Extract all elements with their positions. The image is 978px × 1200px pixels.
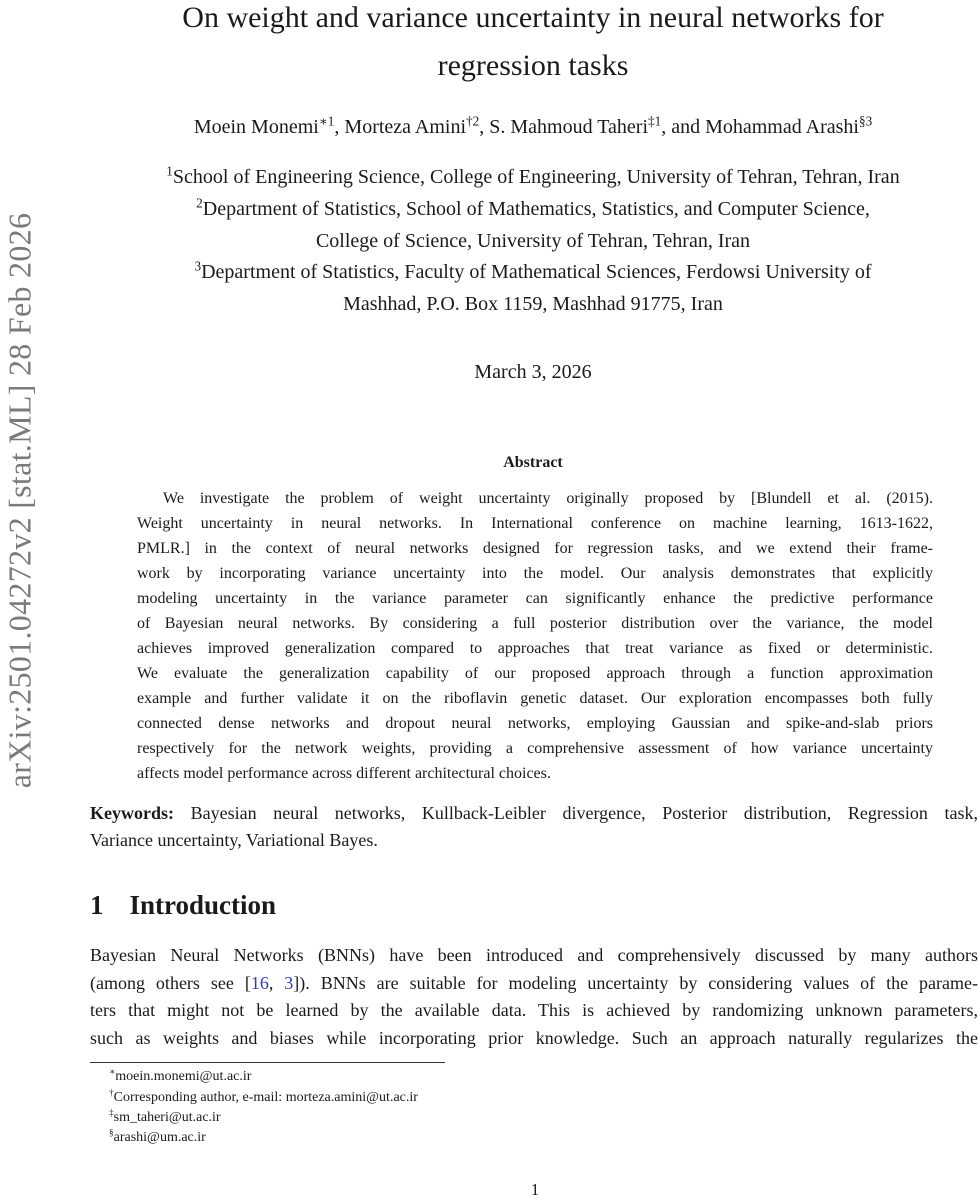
intro-line: Bayesian Neural Networks (BNNs) have been introduced and comprehensively discussed by many authors (90, 945, 978, 965)
footnote (109, 1088, 418, 1108)
affiliation-number: 3 (194, 258, 202, 274)
author-name: S. Mahmoud Taheri (489, 116, 649, 138)
keywords-line-1 (90, 800, 978, 827)
abstract-line: Weight uncertainty in neural networks. In International conference on machine learning, 1613-1622, (137, 515, 933, 532)
author-marks: †2 (466, 113, 480, 129)
arxiv-side-stamp (0, 150, 40, 850)
footnote-mark: † (109, 1087, 114, 1098)
footnote-mark: ‡ (109, 1107, 114, 1118)
footnote-text: Corresponding author, e-mail: morteza.amini@ut.ac.ir (113, 1090, 418, 1105)
intro-paragraph (90, 942, 978, 1052)
abstract-line: connected dense networks and dropout neural networks, employing Gaussian and spike-and-slab priors (137, 715, 933, 732)
author-and-separator: , and (661, 116, 706, 138)
abstract-line: achieves improved generalization compared to approaches that treat variance as fixed or deterministic. (137, 640, 933, 657)
intro-text: (among others see [ (90, 972, 251, 993)
footnote-rule (90, 1062, 445, 1063)
abstract-heading: Abstract (503, 454, 563, 471)
intro-line: ters that might not be learned by the available data. This is achieved by randomizing unknown parameters, (90, 1000, 978, 1020)
paper-title (100, 0, 966, 90)
arxiv-identifier: arXiv:2501.04272v2 [stat.ML] 28 Feb 2026 (1, 212, 38, 788)
title-line-2: regression tasks (437, 49, 629, 82)
abstract-line: We evaluate the generalization capability of our proposed approach through a function approximation (137, 665, 933, 682)
affiliation-number: 2 (196, 195, 203, 211)
affiliation-1 (45, 162, 978, 194)
keywords-block (90, 800, 978, 854)
abstract-line: respectively for the network weights, providing a comprehensive assessment of how variance uncertainty (137, 740, 933, 757)
citation-link[interactable]: 3 (284, 972, 294, 993)
page-number: 1 (530, 1180, 540, 1199)
author-name: Mohammad Arashi (705, 116, 859, 138)
author-name: Morteza Amini (344, 116, 467, 138)
section-number: 1 (90, 890, 104, 920)
author-separator: , (479, 116, 490, 138)
author-marks: §3 (858, 113, 873, 129)
footnote-text: arashi@um.ac.ir (113, 1130, 206, 1145)
author-separator: , (334, 116, 345, 138)
author-list (60, 112, 978, 142)
affiliation-text: Department of Statistics, School of Mathematics, Statistics, and Computer Science, (202, 198, 870, 220)
affiliation-text-cont: College of Science, University of Tehran, Tehran, Iran (315, 229, 751, 252)
citation-separator: , (268, 972, 285, 993)
abstract-line: We investigate the problem of weight uncertainty originally proposed by [Blundell et al. (2015). (163, 490, 933, 507)
footnote (109, 1128, 206, 1148)
author-marks: ‡1 (648, 113, 662, 129)
footnote-mark: ∗ (109, 1066, 116, 1077)
abstract-line: modeling uncertainty in the variance parameter can significantly enhance the predictive performance (137, 590, 933, 607)
footnote-text: moein.monemi@ut.ac.ir (115, 1069, 252, 1084)
citation-link[interactable]: 16 (250, 972, 269, 993)
affiliation-text: School of Engineering Science, College of Engineering, University of Tehran, Tehran, Iran (172, 166, 900, 188)
keywords-text-cont: Variance uncertainty, Variational Bayes. (90, 830, 378, 850)
abstract-body (137, 486, 933, 786)
abstract-line: of Bayesian neural networks. By considering a full posterior distribution over the variance, the model (137, 615, 933, 632)
section-heading (90, 890, 276, 921)
footnote (109, 1108, 221, 1128)
abstract-line: work by incorporating variance uncertainty into the model. Our analysis demonstrates that explicitly (137, 565, 933, 582)
title-line-1: On weight and variance uncertainty in neural networks for (182, 1, 884, 34)
abstract-line: example and further validate it on the riboflavin genetic dataset. Our exploration encompasses both fully (137, 690, 933, 707)
footnote-mark: § (109, 1127, 114, 1138)
keywords-label: Keywords: (90, 803, 174, 823)
keywords-text: Bayesian neural networks, Kullback-Leibler divergence, Posterior distribution, Regression task, (190, 803, 978, 823)
author-name: Moein Monemi (193, 116, 319, 138)
abstract-line: PMLR.] in the context of neural networks designed for regression tasks, and we extend their frame- (137, 540, 933, 557)
affiliation-2 (45, 194, 978, 257)
section-title: Introduction (129, 890, 277, 920)
intro-text: ]). BNNs are suitable for modeling uncertainty by considering values of the parame- (293, 972, 978, 993)
affiliation-number: 1 (166, 163, 173, 179)
footnote-text: sm_taheri@ut.ac.ir (113, 1110, 221, 1125)
affiliation-text: Department of Statistics, Faculty of Mathematical Sciences, Ferdowsi University of (201, 261, 872, 283)
intro-line-2 (90, 970, 978, 998)
paper-date: March 3, 2026 (474, 361, 592, 383)
author-marks: ∗1 (318, 113, 335, 129)
footnote (109, 1067, 251, 1087)
affiliation-text-cont: Mashhad, P.O. Box 1159, Mashhad 91775, Iran (343, 292, 723, 315)
intro-line: such as weights and biases while incorporating prior knowledge. Such an approach naturally regularizes the (90, 1027, 978, 1048)
abstract-line: affects model performance across different architectural choices. (137, 765, 551, 782)
affiliation-3 (45, 257, 978, 320)
